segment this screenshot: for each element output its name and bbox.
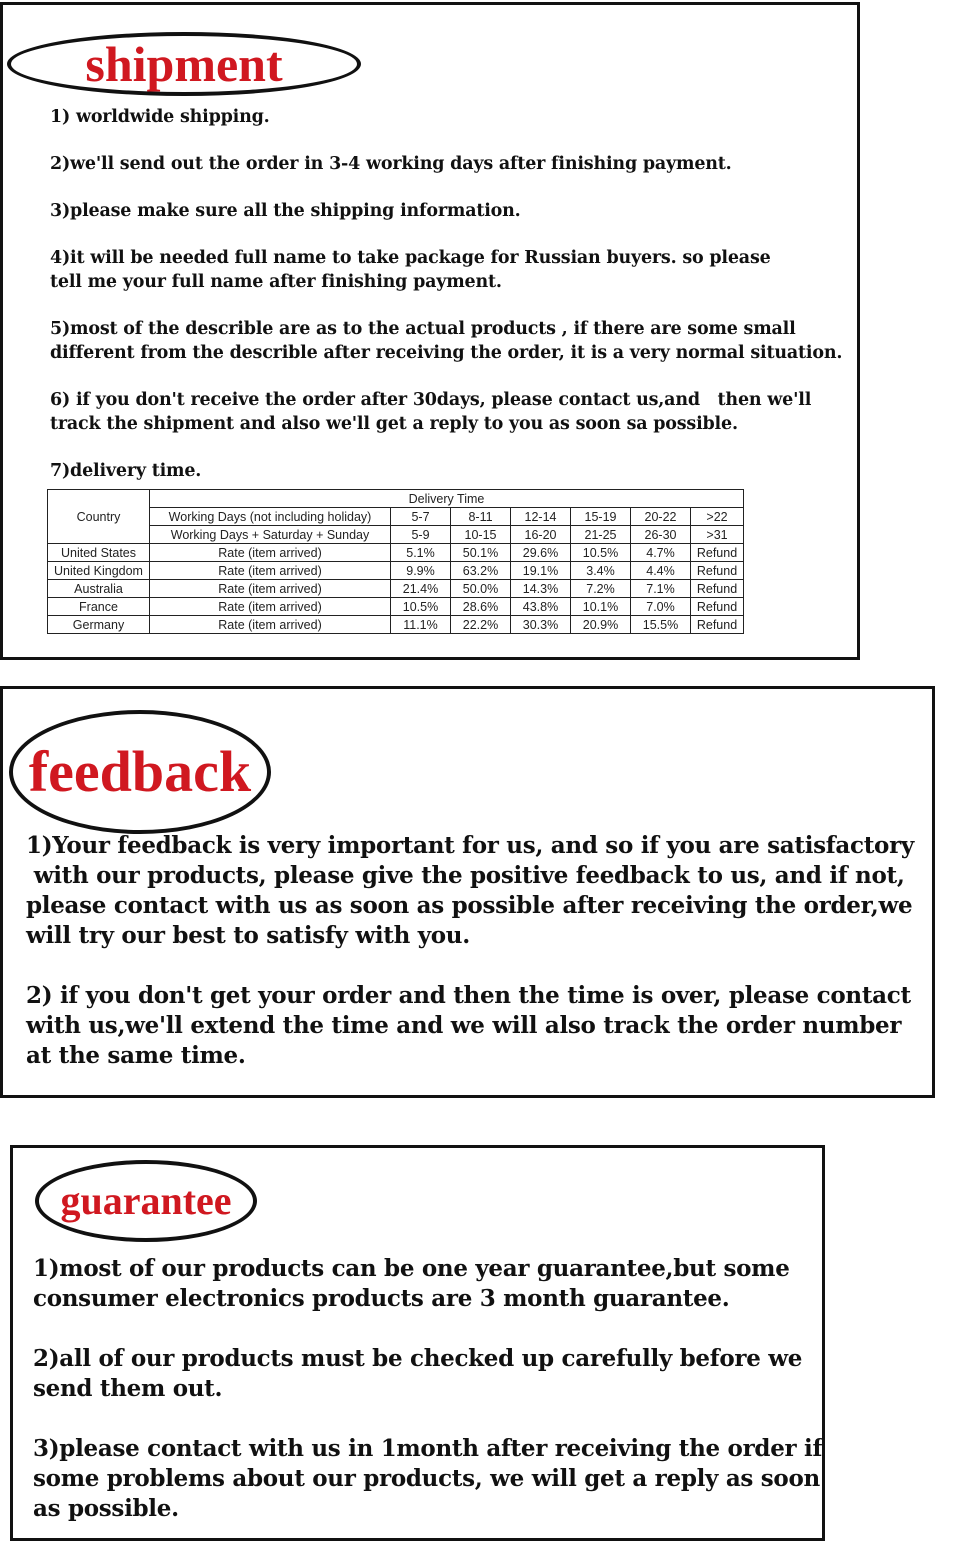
table-cell: 50.1% xyxy=(451,544,511,562)
table-cell: 30.3% xyxy=(511,616,571,634)
rate-label-cell: Rate (item arrived) xyxy=(150,598,391,616)
country-header: Country xyxy=(48,490,150,544)
table-cell: >22 xyxy=(691,508,744,526)
table-cell: 15-19 xyxy=(571,508,631,526)
table-cell: 10.5% xyxy=(391,598,451,616)
country-cell: United States xyxy=(48,544,150,562)
guarantee-title: guarantee xyxy=(60,1178,232,1223)
table-cell: Refund xyxy=(691,616,744,634)
table-cell: Refund xyxy=(691,544,744,562)
country-cell: France xyxy=(48,598,150,616)
table-cell: 7.0% xyxy=(631,598,691,616)
shipment-panel xyxy=(0,2,860,660)
country-cell: Germany xyxy=(48,616,150,634)
shipment-item-7: 7)delivery time. xyxy=(50,461,202,481)
table-cell: 7.1% xyxy=(631,580,691,598)
table-cell: 16-20 xyxy=(511,526,571,544)
table-cell: 21.4% xyxy=(391,580,451,598)
table-cell: 10-15 xyxy=(451,526,511,544)
table-cell: 26-30 xyxy=(631,526,691,544)
table-cell: 10.5% xyxy=(571,544,631,562)
table-cell: 20-22 xyxy=(631,508,691,526)
feedback-items xyxy=(26,831,926,1101)
table-cell: 29.6% xyxy=(511,544,571,562)
delivery-time-header: Delivery Time xyxy=(150,490,744,508)
shipment-item-5: 5)most of the describle are as to the actual products , if there are some small different from the describle after receiving the order, it is a very normal situation. xyxy=(50,319,843,363)
table-cell: >31 xyxy=(691,526,744,544)
table-row xyxy=(48,598,744,616)
shipment-item-1: 1) worldwide shipping. xyxy=(50,107,270,127)
table-cell: 22.2% xyxy=(451,616,511,634)
guarantee-item-3: 3)please contact with us in 1month after receiving the order if some problems about our products, we will get a reply as soon as possible. xyxy=(33,1435,823,1522)
country-cell: United Kingdom xyxy=(48,562,150,580)
guarantee-panel xyxy=(10,1145,825,1541)
table-cell: 5-9 xyxy=(391,526,451,544)
table-cell: 11.1% xyxy=(391,616,451,634)
table-cell: 63.2% xyxy=(451,562,511,580)
table-cell: 5.1% xyxy=(391,544,451,562)
table-cell: Refund xyxy=(691,562,744,580)
rate-label-cell: Rate (item arrived) xyxy=(150,580,391,598)
feedback-title: feedback xyxy=(28,739,252,804)
table-cell: Refund xyxy=(691,580,744,598)
feedback-item-1: 1)Your feedback is very important for us, and so if you are satisfactory with our products, please give the positive feedback to us, and if not, please contact with us as soon as possible after receiving the order,we will try our best to satisfy with you. xyxy=(26,832,914,949)
table-cell: 20.9% xyxy=(571,616,631,634)
guarantee-item-2: 2)all of our products must be checked up carefully before we send them out. xyxy=(33,1345,803,1402)
table-cell: Refund xyxy=(691,598,744,616)
weekend-days-label: Working Days + Saturday + Sunday xyxy=(150,526,391,544)
shipment-item-6: 6) if you don't receive the order after 30days, please contact us,and then we'll track the shipment and also we'll get a reply to you as soon sa possible. xyxy=(50,390,812,434)
shipment-title: shipment xyxy=(85,36,283,92)
table-cell: 4.7% xyxy=(631,544,691,562)
table-cell: 43.8% xyxy=(511,598,571,616)
weekend-days-row xyxy=(48,526,744,544)
working-days-row xyxy=(48,508,744,526)
table-row xyxy=(48,580,744,598)
shipment-item-3: 3)please make sure all the shipping information. xyxy=(50,201,521,221)
table-cell: 10.1% xyxy=(571,598,631,616)
country-cell: Australia xyxy=(48,580,150,598)
working-days-label: Working Days (not including holiday) xyxy=(150,508,391,526)
rate-label-cell: Rate (item arrived) xyxy=(150,544,391,562)
table-cell: 3.4% xyxy=(571,562,631,580)
table-cell: 19.1% xyxy=(511,562,571,580)
table-row xyxy=(48,616,744,634)
guarantee-items xyxy=(33,1254,823,1554)
rate-label-cell: Rate (item arrived) xyxy=(150,562,391,580)
table-cell: 28.6% xyxy=(451,598,511,616)
table-cell: 14.3% xyxy=(511,580,571,598)
shipment-items xyxy=(50,105,850,506)
feedback-title-badge xyxy=(9,710,271,834)
table-cell: 21-25 xyxy=(571,526,631,544)
table-cell: 4.4% xyxy=(631,562,691,580)
shipment-item-2: 2)we'll send out the order in 3-4 working days after finishing payment. xyxy=(50,154,732,174)
feedback-item-2: 2) if you don't get your order and then the time is over, please contact with us,we'll extend the time and we will also track the order number at the same time. xyxy=(26,982,911,1069)
table-cell: 50.0% xyxy=(451,580,511,598)
table-cell: 15.5% xyxy=(631,616,691,634)
table-header-row xyxy=(48,490,744,508)
table-cell: 12-14 xyxy=(511,508,571,526)
feedback-panel xyxy=(0,686,935,1098)
rate-label-cell: Rate (item arrived) xyxy=(150,616,391,634)
guarantee-item-1: 1)most of our products can be one year guarantee,but some consumer electronics products are 3 month guarantee. xyxy=(33,1255,790,1312)
guarantee-title-badge xyxy=(35,1160,257,1242)
table-cell: 5-7 xyxy=(391,508,451,526)
shipment-item-4: 4)it will be needed full name to take package for Russian buyers. so please tell me your full name after finishing payment. xyxy=(50,248,771,292)
table-cell: 7.2% xyxy=(571,580,631,598)
table-row xyxy=(48,562,744,580)
shipment-title-badge xyxy=(7,32,361,96)
table-row xyxy=(48,544,744,562)
table-cell: 9.9% xyxy=(391,562,451,580)
delivery-time-table xyxy=(47,489,744,634)
table-cell: 8-11 xyxy=(451,508,511,526)
